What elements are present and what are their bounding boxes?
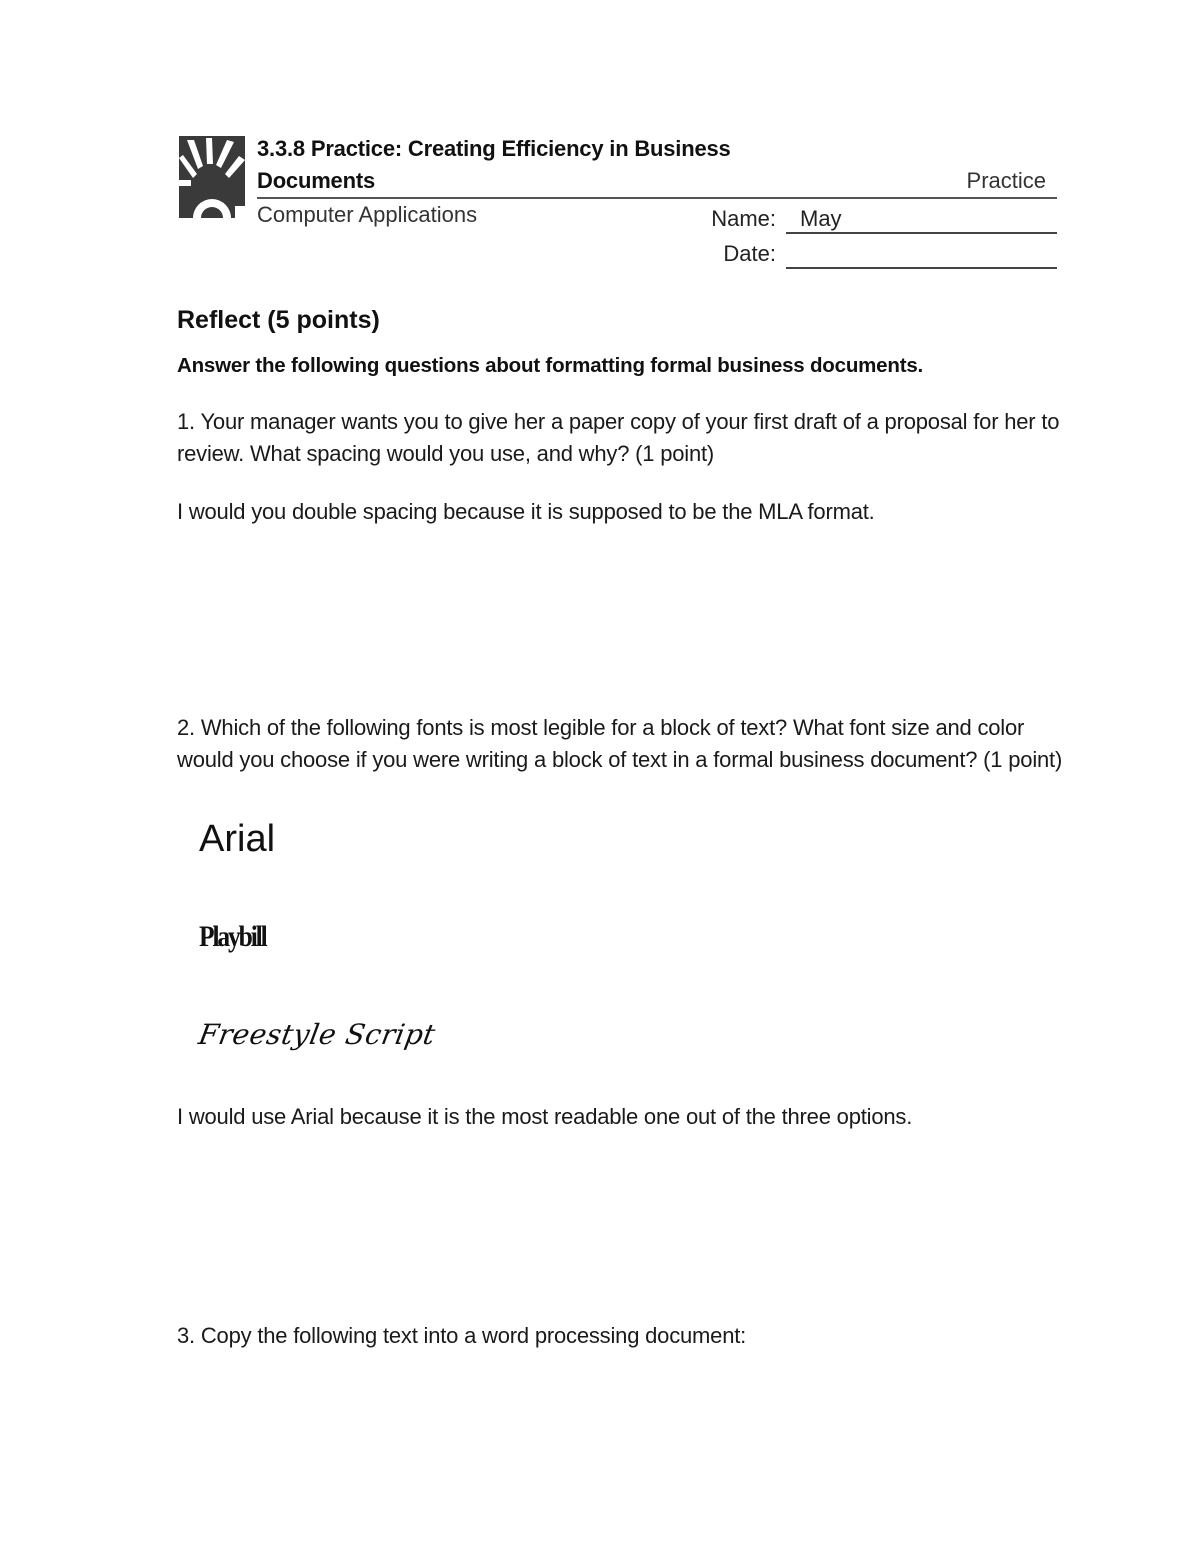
course-name: Computer Applications [257, 202, 478, 227]
font-sample-playbill: Playbill [199, 920, 266, 953]
font-sample-arial: Arial [199, 818, 276, 860]
question-3: 3. Copy the following text into a word processing document: [177, 1323, 747, 1348]
section-heading: Reflect (5 points) [177, 306, 380, 334]
sunburst-logo-icon [179, 136, 245, 218]
instructions-text: Answer the following questions about formatting formal business documents. [177, 354, 924, 377]
page-title-line-2: Documents [257, 168, 375, 193]
question-2: 2. Which of the following fonts is most legible for a block of text? What font size and color would you choose if you were writing a block of text in a formal business document? (1 point) [177, 715, 1063, 772]
date-field[interactable] [786, 267, 1057, 269]
document-type-label: Practice [966, 168, 1046, 193]
page-title-line-1: 3.3.8 Practice: Creating Efficiency in Business [257, 136, 731, 161]
font-sample-freestyle-script: Freestyle Script [196, 1018, 439, 1051]
date-label: Date: [723, 241, 776, 266]
name-field[interactable]: May [800, 206, 842, 231]
answer-1[interactable]: I would you double spacing because it is supposed to be the MLA format. [177, 499, 875, 524]
question-1: 1. Your manager wants you to give her a paper copy of your first draft of a proposal for her to review. What spacing would you use, and why? (1 point) [177, 409, 1060, 466]
header-divider [257, 197, 1057, 199]
answer-2[interactable]: I would use Arial because it is the most readable one out of the three options. [177, 1104, 913, 1129]
name-underline [786, 232, 1057, 234]
name-label: Name: [711, 206, 776, 231]
